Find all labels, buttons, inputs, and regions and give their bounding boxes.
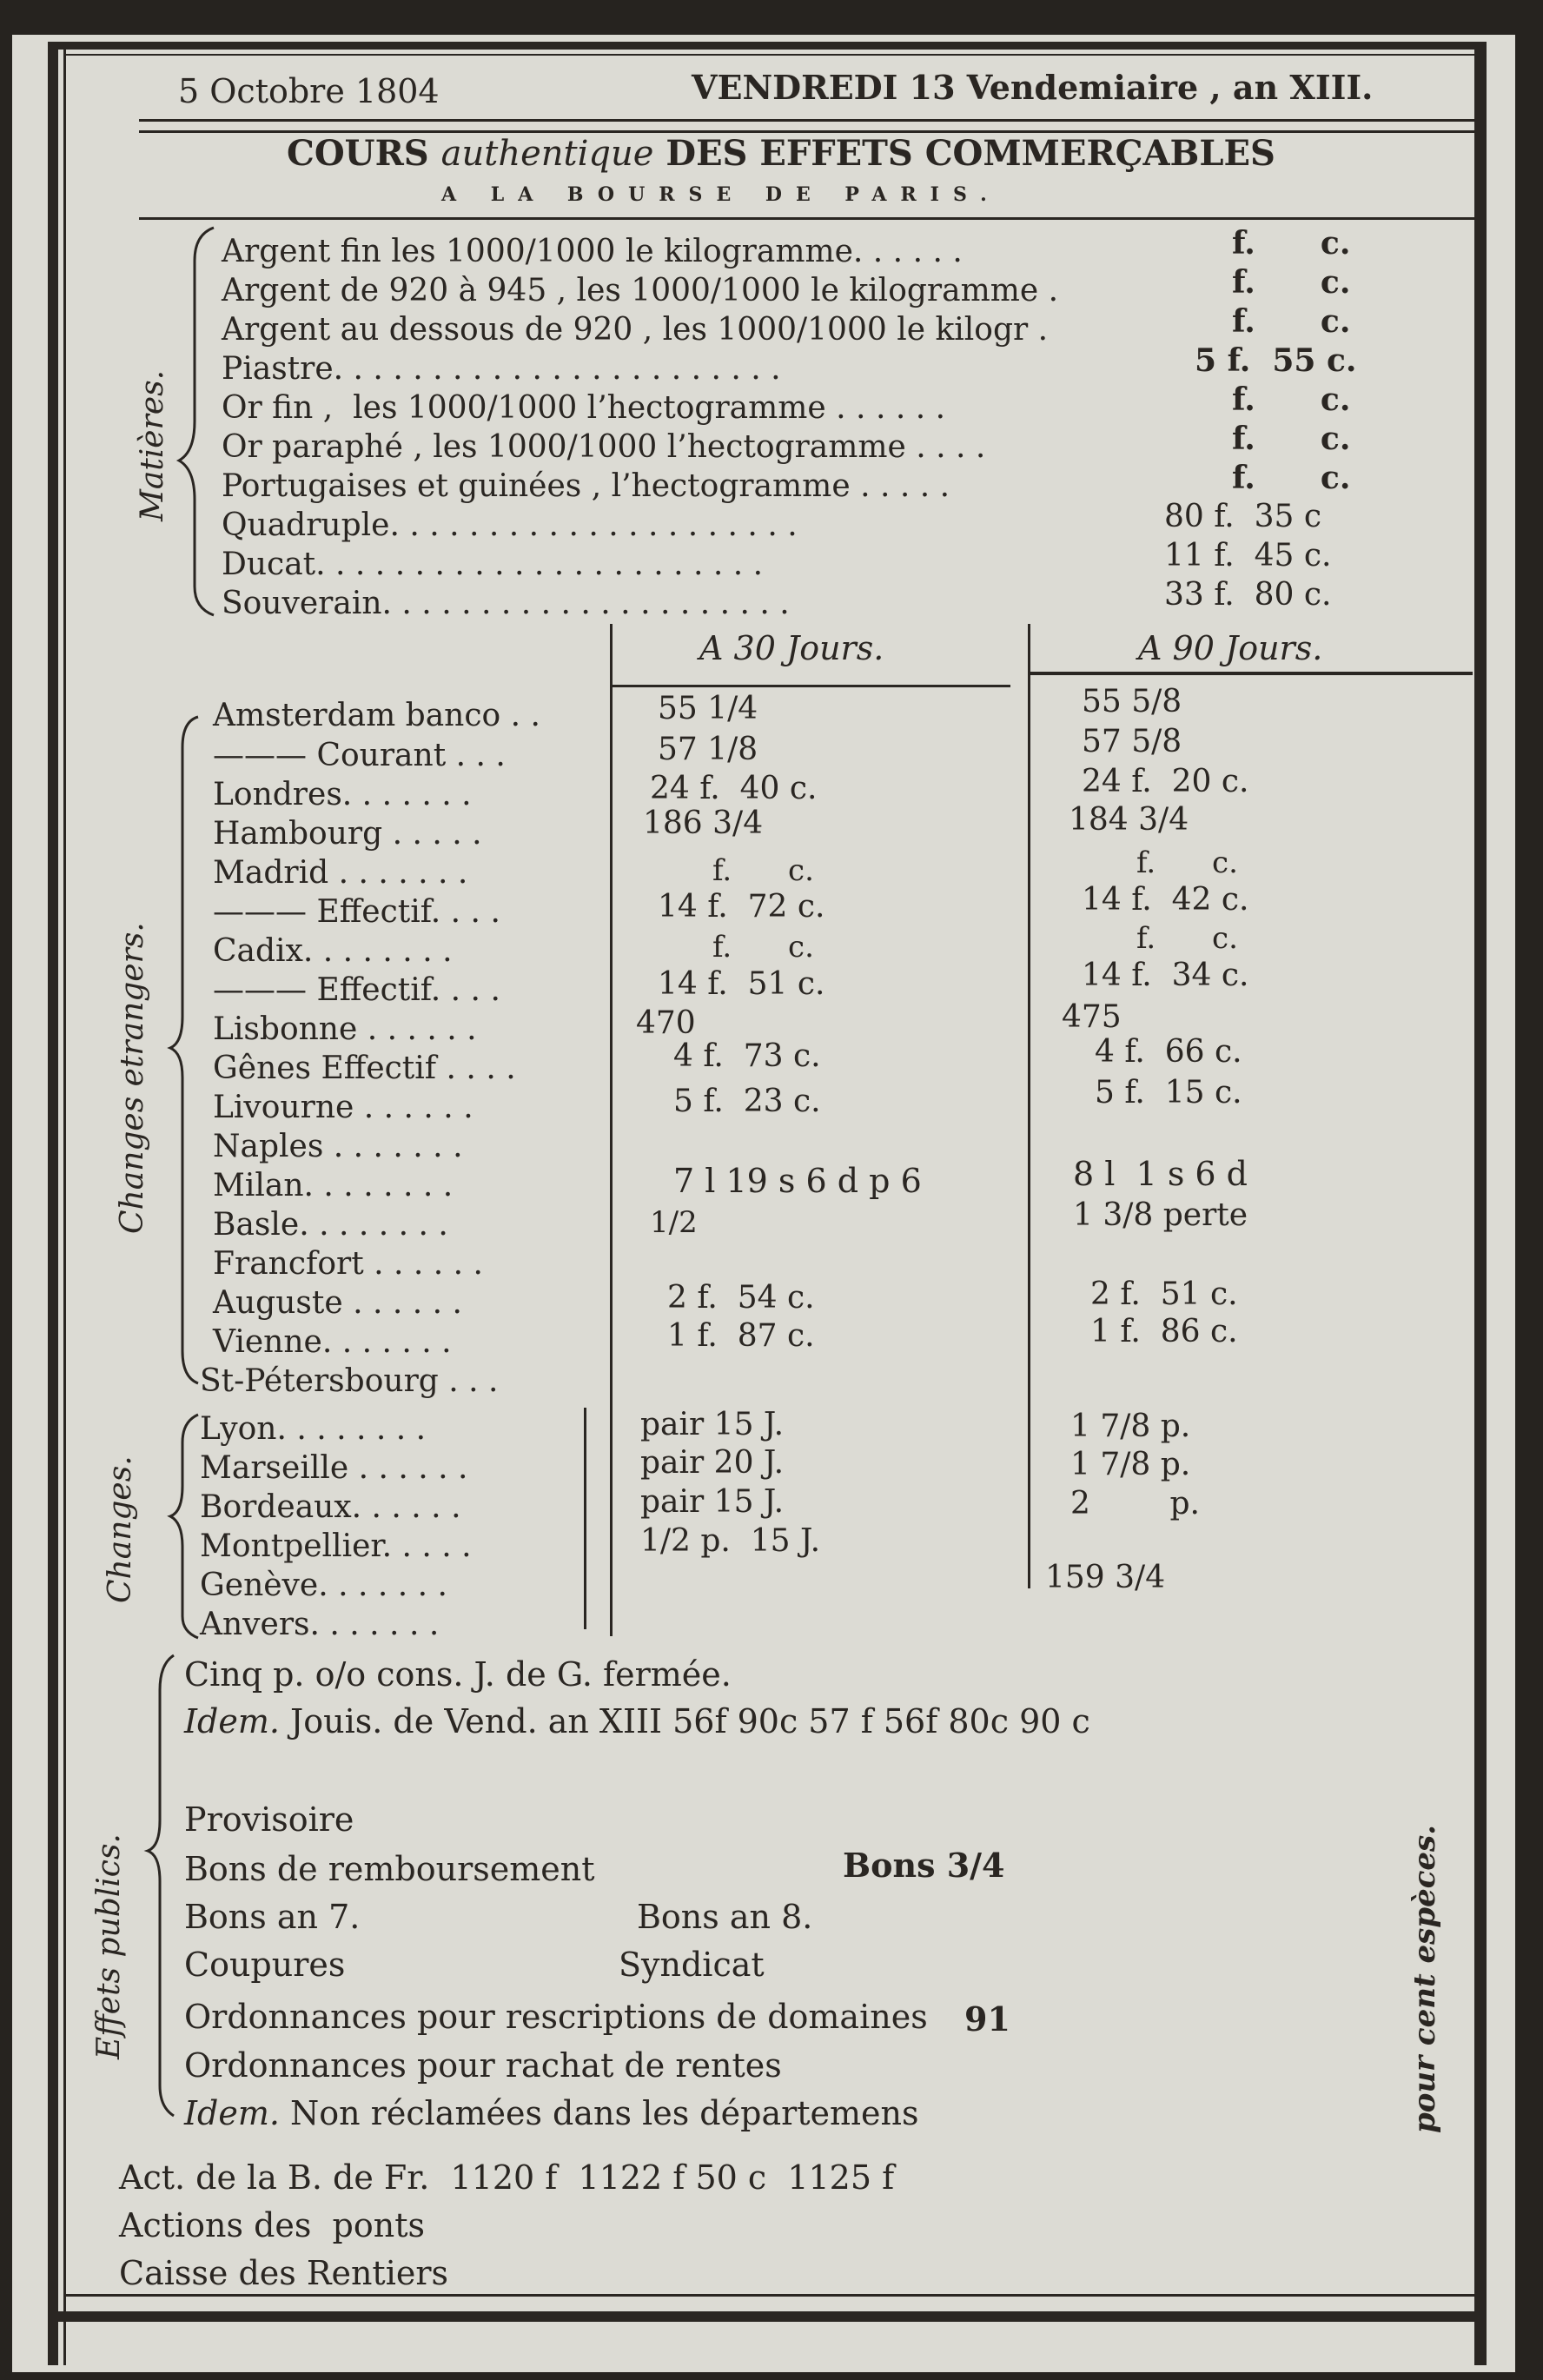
date-left: 5 Octobre 1804	[178, 72, 440, 110]
rate-30-days: 14 f. 72 c.	[658, 889, 825, 925]
matieres-label: Portugaises et guinées , l’hectogramme . . . . .	[222, 468, 950, 504]
matieres-value: f. c.	[1232, 421, 1351, 457]
title-part1: COURS	[287, 133, 429, 174]
place-label: Marseille . . . . . .	[200, 1450, 468, 1486]
place-label: Lisbonne . . . . . .	[213, 1011, 477, 1047]
rate-30-days: 4 f. 73 c.	[673, 1038, 821, 1074]
rate-90-days: 1 3/8 perte	[1073, 1197, 1248, 1233]
rate-90-days: 1 f. 86 c.	[1090, 1314, 1238, 1349]
place-label: Lyon. . . . . . . .	[200, 1411, 427, 1447]
place-label: St-Pétersbourg . . .	[200, 1363, 499, 1399]
rate-90-days: 5 f. 15 c.	[1095, 1075, 1242, 1110]
rate-30-days: 1/2	[650, 1205, 698, 1240]
place-label: Montpellier. . . . .	[200, 1528, 472, 1564]
table-header-rule-2	[1030, 672, 1473, 675]
rate-90-days: 14 f. 42 c.	[1082, 882, 1249, 918]
rate-30-days: 14 f. 51 c.	[658, 966, 825, 1002]
rate-30-days: 2 f. 54 c.	[667, 1280, 815, 1316]
ordonnances-domaines-value: 91	[964, 1999, 1010, 2039]
right-border	[1474, 43, 1487, 2365]
rate-30-days: 24 f. 40 c.	[650, 771, 818, 806]
matieres-value: 80 f. 35 c	[1164, 499, 1322, 534]
column-divider-3	[584, 1408, 586, 1629]
place-label: Auguste . . . . . .	[213, 1285, 462, 1321]
rate-30-days: 57 1/8	[658, 732, 758, 767]
left-border-outer	[48, 43, 58, 2365]
matieres-value: f. c.	[1232, 381, 1351, 418]
bottom-border-2	[48, 2311, 1487, 2322]
rate-90-days: 8 l 1 s 6 d	[1073, 1155, 1248, 1193]
place-label: Naples . . . . . . .	[213, 1129, 463, 1164]
place-label: Amsterdam banco . .	[213, 698, 540, 733]
rate-30-days: pair 15 J.	[640, 1484, 785, 1520]
rate-90-days: 1 7/8 p.	[1070, 1447, 1191, 1482]
rate-90-days: 14 f. 34 c.	[1082, 958, 1249, 993]
matieres-label: Piastre. . . . . . . . . . . . . . . . . . . . . . .	[222, 351, 781, 387]
rate-30-days: pair 15 J.	[640, 1407, 785, 1442]
coupures-label: Coupures	[184, 1946, 346, 1984]
rate-30-days: 7 l 19 s 6 d p 6	[673, 1162, 922, 1200]
bons-remboursement-label: Bons de remboursement	[184, 1850, 595, 1888]
section-label-changes: Changes.	[103, 1455, 138, 1603]
rate-30-days: f. c.	[712, 853, 814, 888]
place-label: Livourne . . . . . .	[213, 1090, 473, 1125]
ordonnances-rentes-label: Ordonnances pour rachat de rentes	[184, 2046, 782, 2085]
place-label: Milan. . . . . . . .	[213, 1168, 454, 1203]
column-divider-1	[610, 624, 613, 1636]
place-label: Basle. . . . . . . .	[213, 1207, 448, 1243]
matieres-label: Or paraphé , les 1000/1000 l’hectogramme . . . .	[222, 429, 986, 465]
ordonnances-domaines-label: Ordonnances pour rescriptions de domaines	[184, 1998, 928, 2036]
place-label: Gênes Effectif . . . .	[213, 1051, 516, 1086]
rate-30-days: 5 f. 23 c.	[673, 1084, 821, 1119]
column-divider-2	[1028, 624, 1030, 1588]
matieres-label: Or fin , les 1000/1000 l’hectogramme . . . . . .	[222, 390, 946, 426]
matieres-label: Ducat. . . . . . . . . . . . . . . . . . . . . . .	[222, 547, 764, 582]
non-reclamees-line	[184, 2094, 919, 2132]
rate-90-days: 2 f. 51 c.	[1090, 1276, 1238, 1312]
place-label: Cadix. . . . . . . .	[213, 933, 453, 969]
jouissance-line	[184, 1702, 1090, 1740]
side-note-pour-cent-especes: pour cent espèces.	[1407, 1824, 1442, 2133]
rate-90-days: 55 5/8	[1082, 684, 1182, 719]
provisoire-label: Provisoire	[184, 1800, 354, 1839]
non-reclamees-text: Non réclamées dans les départemens	[290, 2094, 919, 2132]
actions-banque-line: Act. de la B. de Fr. 1120 f 1122 f 50 c 1125 f	[119, 2158, 895, 2197]
rate-90-days: 2 p.	[1070, 1486, 1200, 1521]
place-label: Francfort . . . . . .	[213, 1246, 483, 1282]
matieres-brace	[0, 0, 9, 9]
rate-90-days: 57 5/8	[1082, 724, 1182, 759]
syndicat-label: Syndicat	[619, 1946, 765, 1984]
rate-30-days: 1/2 p. 15 J.	[640, 1523, 821, 1559]
matieres-label: Argent fin les 1000/1000 le kilogramme. . . . . .	[222, 234, 963, 269]
idem-label: Idem.	[184, 1702, 280, 1740]
title-part2: DES EFFETS COMMERÇABLES	[666, 133, 1275, 174]
rate-90-days: 159 3/4	[1045, 1560, 1166, 1595]
title-rule	[139, 217, 1477, 220]
rate-30-days: pair 20 J.	[640, 1445, 785, 1481]
rate-30-days: 55 1/4	[658, 691, 758, 726]
matieres-value: 5 f. 55 c.	[1195, 342, 1357, 379]
matieres-label: Souverain. . . . . . . . . . . . . . . . . . . . .	[222, 586, 790, 621]
rate-30-days: 186 3/4	[643, 805, 764, 841]
table-header-rule	[613, 685, 1010, 687]
rate-90-days: f. c.	[1136, 845, 1238, 880]
place-label: Anvers. . . . . . .	[200, 1607, 440, 1642]
rate-90-days: 1 7/8 p.	[1070, 1409, 1191, 1444]
place-label: Vienne. . . . . . .	[213, 1324, 452, 1360]
rate-90-days: f. c.	[1136, 921, 1238, 956]
column-header-30-jours: A 30 Jours.	[699, 629, 884, 667]
matieres-value: 11 f. 45 c.	[1164, 538, 1332, 573]
matieres-value: f. c.	[1232, 303, 1351, 340]
rate-90-days: 4 f. 66 c.	[1095, 1034, 1242, 1070]
top-border-inner	[63, 54, 1480, 56]
left-border-inner	[63, 43, 66, 2365]
idem-label: Idem.	[184, 2094, 280, 2132]
bons-an-8-label: Bons an 8.	[637, 1898, 813, 1936]
bons-an-7-label: Bons an 7.	[184, 1898, 361, 1936]
caisse-rentiers-line: Caisse des Rentiers	[119, 2254, 448, 2292]
bons-remboursement-value: Bons 3/4	[843, 1846, 1005, 1885]
place-label: ——— Effectif. . . .	[213, 894, 500, 930]
place-label: Madrid . . . . . . .	[213, 855, 468, 891]
jouissance-values: Jouis. de Vend. an XIII 56f 90c 57 f 56f 80c 90 c	[290, 1702, 1090, 1740]
matieres-label: Quadruple. . . . . . . . . . . . . . . . . . . . .	[222, 507, 798, 543]
rate-30-days: f. c.	[712, 930, 814, 965]
section-label-effets-publics: Effets publics.	[91, 1833, 127, 2059]
section-label-matieres: Matières.	[135, 369, 170, 521]
column-header-90-jours: A 90 Jours.	[1138, 629, 1323, 667]
place-label: Hambourg . . . . .	[213, 816, 482, 852]
place-label: ——— Courant . . .	[213, 738, 506, 773]
place-label: Londres. . . . . . .	[213, 777, 472, 812]
rate-30-days: 1 f. 87 c.	[667, 1318, 815, 1354]
rate-30-days: 470	[636, 1005, 696, 1041]
rate-90-days: 184 3/4	[1069, 802, 1189, 838]
place-label: ——— Effectif. . . .	[213, 972, 500, 1008]
matieres-value: f. c.	[1232, 225, 1351, 262]
matieres-value: f. c.	[1232, 460, 1351, 496]
republican-date: VENDREDI 13 Vendemiaire , an XIII.	[692, 68, 1374, 107]
title-italic: authentique	[440, 134, 654, 174]
page-title	[287, 133, 1275, 174]
rate-90-days: 24 f. 20 c.	[1082, 764, 1249, 799]
section-label-changes-etrangers: Changes etrangers.	[115, 922, 150, 1234]
matieres-label: Argent de 920 à 945 , les 1000/1000 le kilogramme .	[222, 273, 1059, 308]
place-label: Bordeaux. . . . . .	[200, 1489, 461, 1525]
place-label: Genève. . . . . . .	[200, 1568, 447, 1603]
bottom-border-1	[63, 2294, 1480, 2297]
rate-90-days: 475	[1062, 999, 1122, 1035]
matieres-label: Argent au dessous de 920 , les 1000/1000 le kilogr .	[222, 312, 1049, 348]
cinq-pour-cent-line: Cinq p. o/o cons. J. de G. fermée.	[184, 1655, 732, 1694]
matieres-value: f. c.	[1232, 264, 1351, 301]
top-border-outer	[48, 42, 1487, 50]
header-rule-1	[139, 119, 1477, 122]
matieres-value: 33 f. 80 c.	[1164, 577, 1332, 613]
actions-ponts-line: Actions des ponts	[119, 2206, 426, 2244]
page-subtitle: A LA BOURSE DE PARIS.	[441, 183, 1001, 206]
